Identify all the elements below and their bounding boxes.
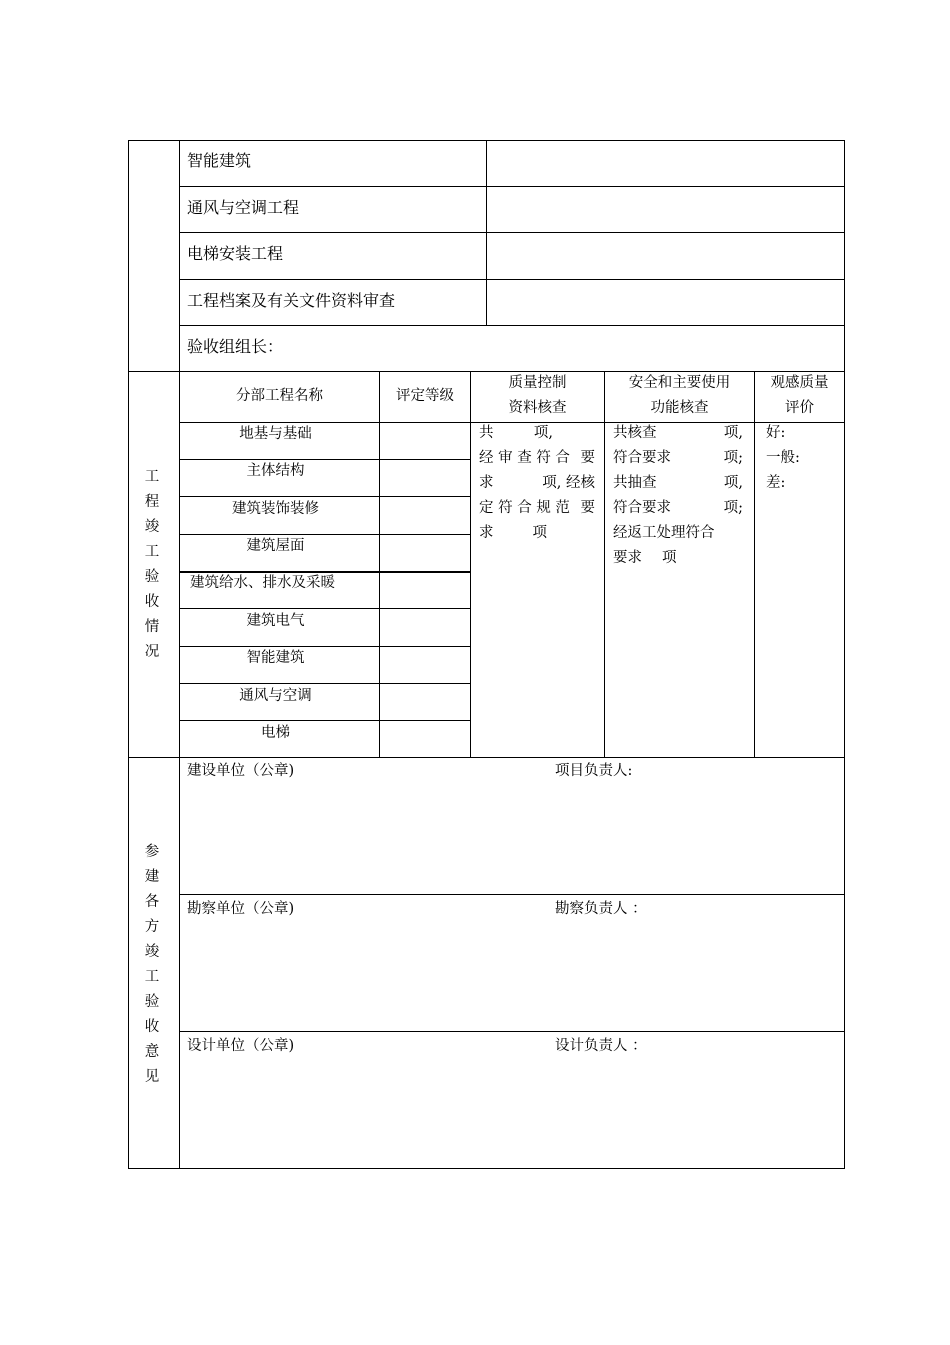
col-divider	[470, 371, 471, 758]
project-lead-label: 项目负责人:	[555, 763, 633, 779]
item-name: 智能建筑	[246, 650, 305, 666]
side-char: 验	[144, 994, 160, 1010]
side-char: 情	[144, 619, 160, 635]
header-name: 分部工程名称	[236, 388, 323, 404]
item-name: 建筑屋面	[246, 538, 305, 554]
quality-review-text	[479, 421, 595, 546]
text-part: 项;	[723, 450, 743, 466]
top-row-label: 电梯安装工程	[187, 244, 284, 263]
side-char: 工	[144, 544, 160, 560]
header-quality-line1: 质量控制	[508, 375, 567, 391]
text-part: 共核查	[613, 425, 657, 441]
row-divider	[179, 186, 845, 187]
visual-average: 一般:	[766, 450, 800, 466]
top-value-divider	[486, 140, 487, 325]
col-divider	[754, 371, 755, 758]
text-part: 共	[479, 425, 494, 441]
header-grade: 评定等级	[396, 388, 454, 404]
text-part: 项	[662, 550, 677, 566]
text-part: 要求	[613, 550, 642, 566]
section-divider	[128, 371, 845, 372]
side-char: 意	[144, 1044, 160, 1060]
side-char: 工	[144, 469, 160, 485]
side-char: 验	[144, 569, 160, 585]
completion-side-label	[140, 465, 164, 665]
text-part: 要	[580, 450, 595, 466]
side-char: 竣	[144, 944, 160, 960]
item-row-divider	[179, 496, 471, 497]
text-part: 项	[532, 525, 547, 541]
side-char: 建	[144, 869, 160, 885]
visual-poor: 差:	[766, 475, 786, 491]
table-border-bottom	[128, 1168, 845, 1169]
side-char: 竣	[144, 519, 160, 535]
text-part: 要	[580, 500, 595, 516]
top-row-label: 工程档案及有关文件资料审查	[187, 291, 396, 310]
item-row-divider	[179, 720, 471, 721]
item-row-divider	[179, 683, 471, 684]
item-row-divider	[179, 608, 471, 609]
party-divider	[179, 894, 845, 895]
row-divider	[179, 279, 845, 280]
table-border-left	[128, 140, 129, 1169]
text-part: 求	[479, 475, 494, 491]
item-row-divider	[179, 646, 471, 647]
leader-label: 验收组组长：	[187, 337, 284, 356]
item-row-divider	[179, 459, 471, 460]
text-part: 项, 经核	[542, 475, 595, 491]
item-row-divider	[179, 534, 471, 535]
header-safety-line1: 安全和主要使用	[628, 375, 731, 391]
text-part: 项,	[723, 475, 743, 491]
survey-unit-label: 勘察单位（公章)	[187, 901, 295, 917]
side-char: 况	[144, 644, 160, 660]
side-char: 程	[144, 494, 160, 510]
side-char: 工	[144, 969, 160, 985]
party-divider	[179, 1031, 845, 1032]
text-part: 项,	[723, 425, 743, 441]
item-name: 建筑装饰装修	[232, 501, 319, 517]
item-name: 电梯	[261, 725, 290, 741]
item-name: 建筑电气	[246, 613, 305, 629]
text-part: 共抽查	[613, 475, 657, 491]
header-safety-line2: 功能核查	[650, 400, 709, 416]
item-name: 主体结构	[246, 463, 305, 479]
item-name: 地基与基础	[239, 426, 312, 442]
header-quality-line2: 资料核查	[508, 400, 567, 416]
row-divider	[179, 232, 845, 233]
side-char: 参	[144, 844, 160, 860]
text-part: 定 符 合 规 范	[479, 500, 570, 516]
text-part: 项;	[723, 500, 743, 516]
opinion-side-label	[140, 840, 164, 1090]
side-char: 收	[144, 1019, 160, 1035]
text-part: 符合要求	[613, 500, 671, 516]
section-divider	[128, 757, 845, 758]
text-part: 经 审 查 符 合	[479, 450, 570, 466]
text-part: 符合要求	[613, 450, 671, 466]
visual-good: 好:	[766, 425, 786, 441]
design-lead-label: 设计负责人 ：	[555, 1038, 647, 1054]
header-visual-line1: 观感质量	[770, 375, 829, 391]
visual-quality-text	[766, 421, 836, 496]
table-border-right	[844, 140, 845, 1169]
top-row-label: 通风与空调工程	[187, 198, 300, 217]
construction-unit-label: 建设单位（公章)	[187, 763, 295, 779]
survey-lead-label: 勘察负责人 ：	[555, 901, 647, 917]
design-unit-label: 设计单位（公章)	[187, 1038, 295, 1054]
col-divider	[379, 371, 380, 758]
text-part: 经返工处理符合	[613, 525, 715, 541]
col-divider	[604, 371, 605, 758]
top-row-label: 智能建筑	[187, 151, 252, 170]
text-part: 求	[479, 525, 494, 541]
item-name: 通风与空调	[239, 688, 312, 704]
text-part: 项,	[533, 425, 553, 441]
item-row-divider	[179, 571, 471, 573]
row-divider	[179, 325, 845, 326]
header-visual-line2: 评价	[785, 400, 814, 416]
side-char: 各	[144, 894, 160, 910]
side-char: 方	[144, 919, 160, 935]
side-char: 见	[144, 1069, 160, 1085]
safety-review-text	[613, 421, 743, 571]
side-char: 收	[144, 594, 160, 610]
item-name: 建筑给水、排水及采暖	[190, 575, 335, 591]
